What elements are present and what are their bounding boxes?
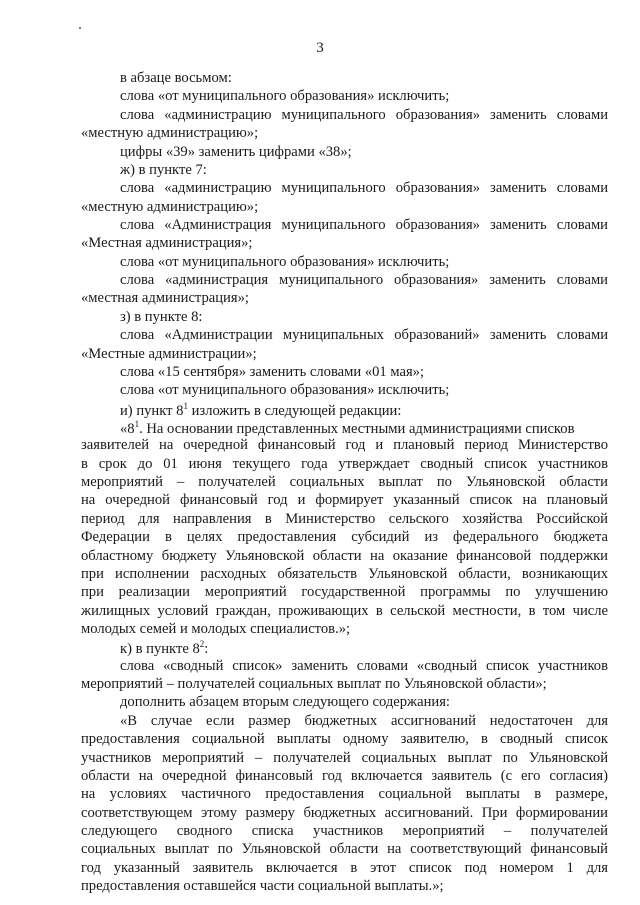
text-line: предоставления оставшейся части социальной выплаты.»; bbox=[81, 878, 444, 894]
text-line: слова «администрацию муниципального образования» заменить словами bbox=[120, 180, 608, 197]
text-line: областному бюджету Ульяновской области на оказание финансовой поддержки bbox=[81, 547, 608, 564]
text-line: «Местная администрация»; bbox=[81, 235, 253, 252]
text-line: з) в пункте 8: bbox=[120, 308, 203, 325]
text-line: ж) в пункте 7: bbox=[120, 161, 207, 178]
text-line: следующего сводного списка участников мероприятий – получателей bbox=[81, 822, 608, 839]
text-line: слова «сводный список» заменить словами «сводный список участников bbox=[120, 657, 608, 674]
text-line: Федерации в целях предоставления субсидий из федерального бюджета bbox=[81, 529, 608, 546]
text-line: «В случае если размер бюджетных ассигнований недостаточен для bbox=[120, 712, 608, 729]
text-line: «местная администрация»; bbox=[81, 290, 249, 307]
text-line: «Местные администрации»; bbox=[81, 345, 257, 362]
text-line: слова «от муниципального образования» исключить; bbox=[120, 88, 450, 105]
text-line: социальных выплат по Ульяновской области на соответствующий финансовый bbox=[81, 841, 608, 858]
text-line: на условиях частичного предоставления социальной выплаты в размере, bbox=[81, 786, 608, 803]
text-line: заявителей на очередной финансовый год и плановый период Министерство bbox=[81, 437, 608, 454]
scan-speck bbox=[79, 27, 81, 29]
text-line: период для направления в Министерство сельского хозяйства Российской bbox=[81, 510, 608, 527]
text-line: «местную администрацию»; bbox=[81, 198, 259, 215]
text-line: слова «от муниципального образования» исключить; bbox=[120, 253, 450, 270]
text-line: слова «администрацию муниципального образования» заменить словами bbox=[120, 106, 608, 123]
text-line: участников мероприятий – получателей социальных выплат по Ульяновской bbox=[81, 749, 608, 766]
text-line: области на очередной финансовый год включается заявитель (с его согласия) bbox=[81, 767, 608, 784]
text-line: на очередной финансовый год и формирует указанный список на плановый bbox=[81, 492, 608, 509]
text-line: мероприятий – получателей социальных выплат по Ульяновской области»; bbox=[81, 676, 547, 692]
text-line: «местную администрацию»; bbox=[81, 125, 259, 142]
text-line: «$8^1$. На основании представленных местными администрациями списков bbox=[120, 418, 575, 437]
text-line: при реализации мероприятий государственной программы по улучшению bbox=[81, 584, 608, 601]
text-line: и) пункт $8^1$ изложить в следующей редакции: bbox=[120, 400, 402, 419]
text-line: слова «Администрация муниципального образования» заменить словами bbox=[120, 216, 608, 233]
text-line: слова «Администрации муниципальных образований» заменить словами bbox=[120, 327, 608, 344]
text-line: молодых семей и молодых специалистов.»; bbox=[81, 620, 351, 637]
text-line: мероприятий – получателей социальных выплат по Ульяновской области bbox=[81, 474, 608, 490]
text-line: цифры «39» заменить цифрами «38»; bbox=[120, 143, 352, 160]
text-line: год указанный заявитель включается в этот список под номером 1 для bbox=[81, 859, 608, 876]
text-line: в абзаце восьмом: bbox=[120, 70, 232, 86]
text-line: слова «администрация муниципального образования» заменить словами bbox=[120, 272, 608, 288]
text-line: жилищных условий граждан, проживающих в сельской местности, в том числе bbox=[81, 602, 608, 619]
text-line: слова «15 сентября» заменить словами «01 мая»; bbox=[120, 363, 425, 380]
text-line: слова «от муниципального образования» исключить; bbox=[120, 382, 450, 399]
text-line: соответствующем этому размеру бюджетных ассигнований. При формировании bbox=[81, 804, 608, 821]
text-line: дополнить абзацем вторым следующего содержания: bbox=[120, 694, 450, 711]
text-line: к) в пункте $8^2$: bbox=[120, 639, 209, 658]
text-line: в срок до 01 июня текущего года утверждает сводный список участников bbox=[81, 455, 608, 472]
text-line: при исполнении расходных обязательств Ульяновской области, возникающих bbox=[81, 565, 608, 582]
text-line: предоставления социальной выплаты одному заявителю, в сводный список bbox=[81, 731, 608, 748]
page-number: 3 bbox=[316, 40, 324, 56]
